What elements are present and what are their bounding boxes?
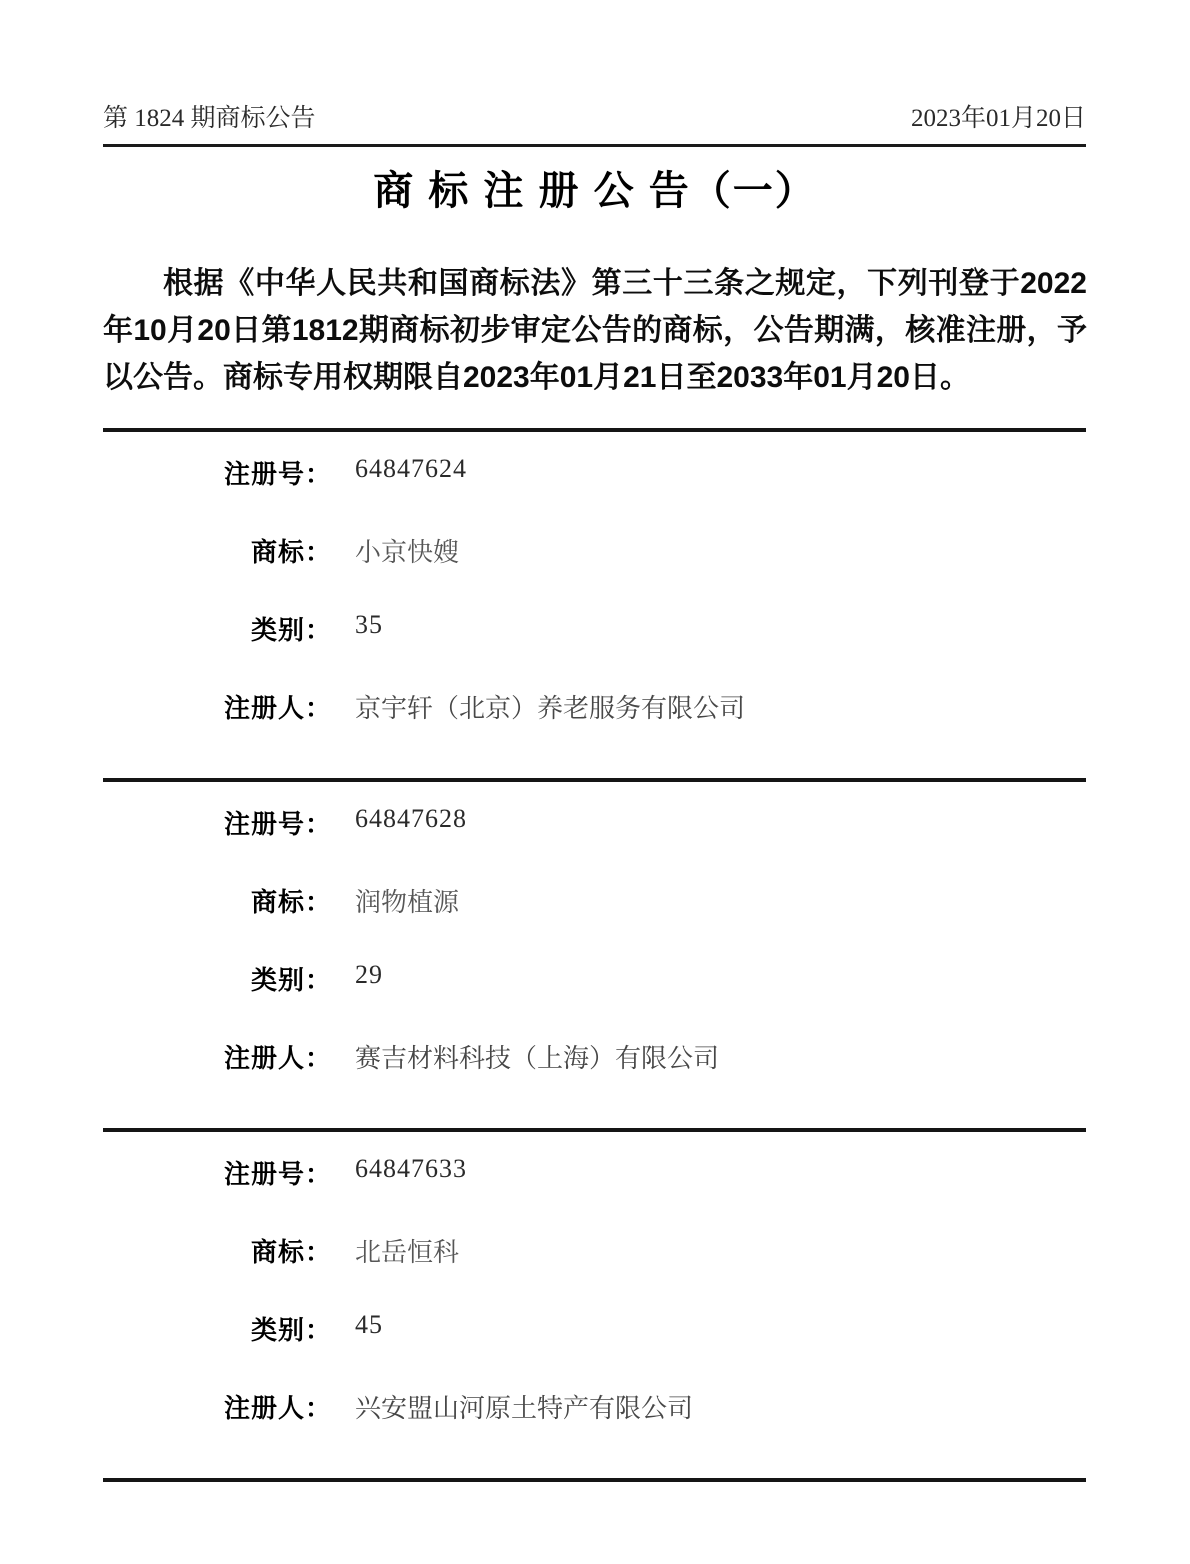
publication-date: 2023年01月20日	[910, 105, 1086, 132]
category-value: 35	[355, 610, 383, 639]
category-label: 类别：	[250, 615, 332, 645]
trademark-value: 北岳恒科	[355, 1238, 460, 1267]
category-value: 29	[355, 960, 383, 989]
registrant-row	[0, 688, 1190, 766]
intro-paragraph: 根据《中华人民共和国商标法》第三十三条之规定，下列刊登于2022年10月20日第1812期商标初步审定公告的商标，公告期满，核准注册，予以公告。商标专用权期限自2023年01月21日至2033年01月20日。	[103, 267, 1087, 394]
category-value: 45	[355, 1310, 383, 1339]
registrant-row	[0, 1038, 1190, 1116]
trademark-row	[0, 1232, 1190, 1310]
reg-no-row	[0, 804, 1190, 882]
trademark-entry	[0, 782, 1190, 1128]
category-row	[0, 610, 1190, 688]
reg-no-label: 注册号：	[223, 1159, 332, 1189]
category-label: 类别：	[250, 965, 332, 995]
registrant-value: 京宇轩（北京）养老服务有限公司	[355, 694, 746, 723]
reg-no-row	[0, 454, 1190, 532]
reg-no-label: 注册号：	[223, 459, 332, 489]
reg-no-value: 64847633	[355, 1154, 467, 1183]
registrant-value: 兴安盟山河原土特产有限公司	[355, 1394, 694, 1423]
trademark-label: 商标：	[250, 887, 332, 917]
reg-no-label: 注册号：	[223, 809, 332, 839]
registrant-label: 注册人：	[223, 693, 332, 723]
category-row	[0, 960, 1190, 1038]
trademark-label: 商标：	[250, 537, 332, 567]
category-row	[0, 1310, 1190, 1388]
header-divider	[103, 144, 1086, 147]
registrant-label: 注册人：	[223, 1043, 332, 1073]
reg-no-value: 64847628	[355, 804, 467, 833]
trademark-label: 商标：	[250, 1237, 332, 1267]
trademark-entry	[0, 1132, 1190, 1478]
trademark-row	[0, 532, 1190, 610]
bottom-divider	[103, 1478, 1086, 1482]
issue-number: 第 1824 期商标公告	[103, 105, 316, 132]
page-title: 商 标 注 册 公 告（一）	[373, 169, 817, 213]
registrant-label: 注册人：	[223, 1393, 332, 1423]
trademark-value: 小京快嫂	[355, 538, 460, 567]
reg-no-value: 64847624	[355, 454, 467, 483]
reg-no-row	[0, 1154, 1190, 1232]
trademark-value: 润物植源	[355, 888, 460, 917]
document-header	[103, 98, 1086, 134]
category-label: 类别：	[250, 1315, 332, 1345]
registrant-value: 赛吉材料科技（上海）有限公司	[355, 1044, 720, 1073]
trademark-row	[0, 882, 1190, 960]
registrant-row	[0, 1388, 1190, 1466]
trademark-entry	[0, 432, 1190, 778]
